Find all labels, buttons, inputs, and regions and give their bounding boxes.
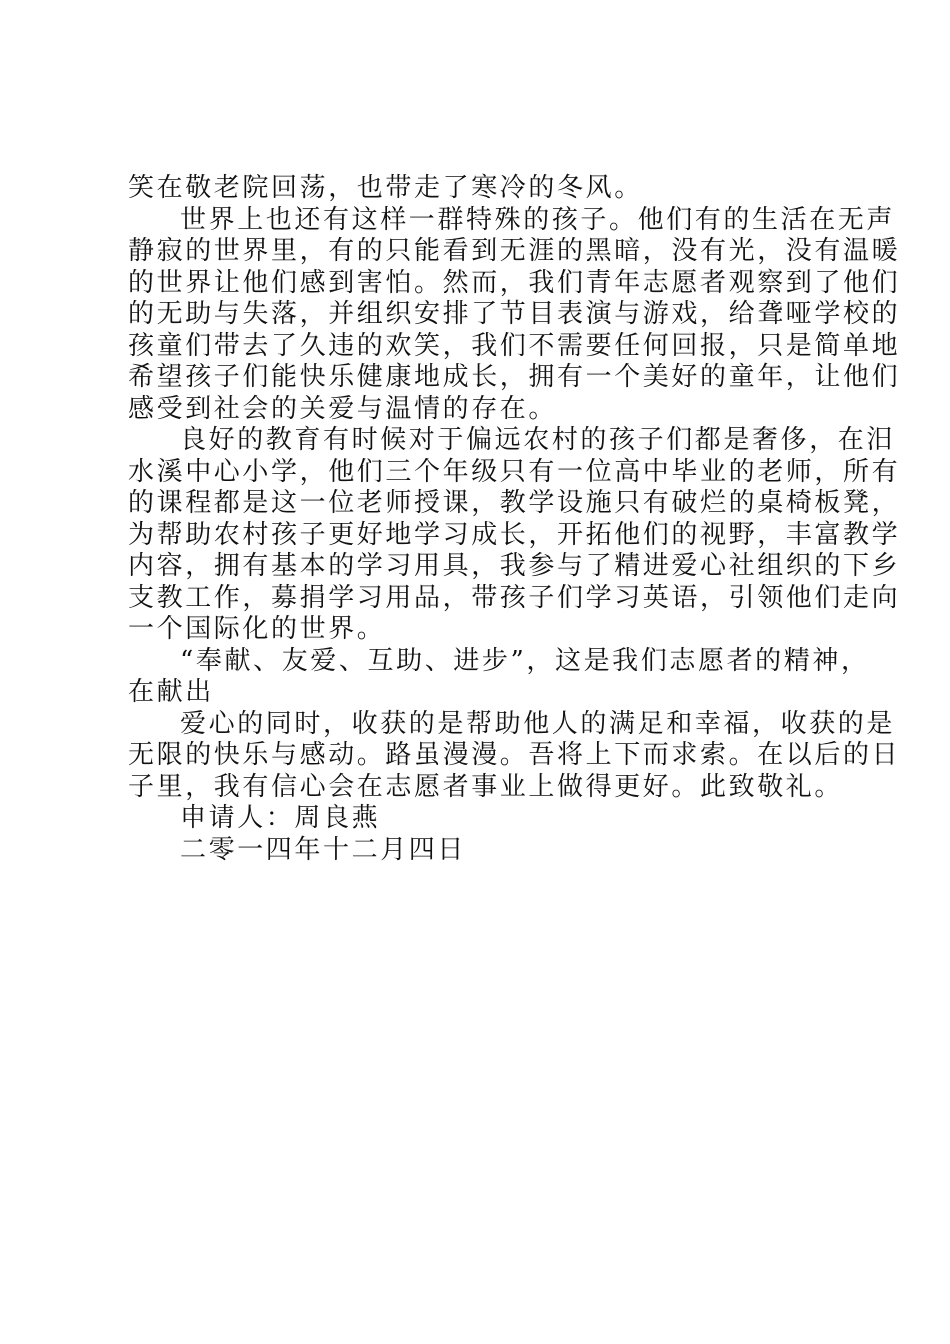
text-line: 的世界让他们感到害怕。然而，我们青年志愿者观察到了他们 (128, 267, 901, 298)
text-line: 笑在敬老院回荡，也带走了寒冷的冬风。 (128, 173, 643, 203)
text-line: 世界上也还有这样一群特殊的孩子。他们有的生活在无声 (180, 204, 896, 235)
text-line: 的无助与失落，并组织安排了节目表演与游戏，给聋哑学校的 (128, 299, 901, 329)
text-line: 支教工作，募捐学习用品，带孩子们学习英语，引领他们走向 (128, 582, 901, 613)
text-line: 孩童们带去了久违的欢笑，我们不需要任何回报，只是简单地 (128, 330, 901, 361)
document-body (128, 173, 901, 866)
text-line: 无限的快乐与感动。路虽漫漫。吾将上下而求索。在以后的日 (128, 740, 901, 770)
text-line: 良好的教育有时候对于偏远农村的孩子们都是奢侈，在汨 (180, 425, 896, 455)
text-line: 静寂的世界里，有的只能看到无涯的黑暗，没有光，没有温暖 (128, 236, 901, 266)
text-line: 一个国际化的世界。 (128, 614, 386, 644)
applicant-signature: 申请人：周良燕 (180, 803, 381, 833)
text-line: 水溪中心小学，他们三个年级只有一位高中毕业的老师，所有 (128, 456, 901, 487)
text-line: 希望孩子们能快乐健康地成长，拥有一个美好的童年，让他们 (128, 362, 901, 392)
text-line: 在献出 (128, 677, 214, 707)
text-line: 爱心的同时，收获的是帮助他人的满足和幸福，收获的是 (180, 708, 896, 739)
text-line: 内容，拥有基本的学习用具，我参与了精进爱心社组织的下乡 (128, 551, 901, 581)
text-line: 感受到社会的关爱与温情的存在。 (128, 393, 558, 424)
text-line: 子里，我有信心会在志愿者事业上做得更好。此致敬礼。 (128, 771, 844, 802)
document-date: 二零一四年十二月四日 (180, 834, 467, 865)
text-line: 的课程都是这一位老师授课，教学设施只有破烂的桌椅板凳， (128, 488, 901, 518)
text-line: “奉献、友爱、互助、进步”，这是我们志愿者的精神， (180, 645, 870, 676)
text-line: 为帮助农村孩子更好地学习成长，开拓他们的视野，丰富教学 (128, 519, 901, 550)
